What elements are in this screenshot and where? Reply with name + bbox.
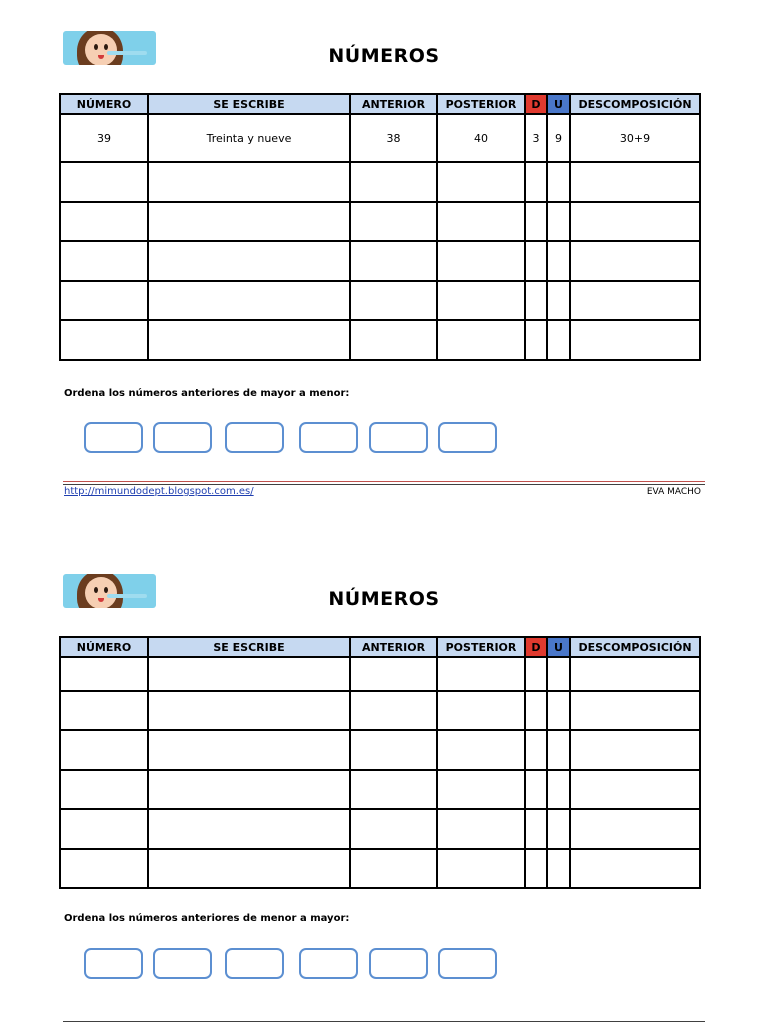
answer-box[interactable]	[225, 948, 284, 979]
page-title: NÚMEROS	[328, 588, 440, 610]
table-header-row	[60, 94, 700, 114]
footer-divider	[63, 481, 705, 482]
numbers-table	[59, 93, 701, 361]
answer-box[interactable]	[84, 948, 143, 979]
table-row[interactable]	[60, 241, 700, 281]
answer-box[interactable]	[153, 422, 212, 453]
answer-box[interactable]	[369, 422, 428, 453]
answer-box[interactable]	[84, 422, 143, 453]
instruction-text: Ordena los números anteriores de mayor a menor:	[64, 388, 350, 399]
footer-author: EVA MACHO	[646, 487, 701, 497]
table-header-row	[60, 637, 700, 657]
header-se-escribe: SE ESCRIBE	[148, 637, 350, 657]
table-row[interactable]	[60, 202, 700, 241]
answer-box[interactable]	[299, 422, 358, 453]
table-row[interactable]	[60, 809, 700, 849]
answer-box[interactable]	[153, 948, 212, 979]
cell-anterior[interactable]: 38	[350, 114, 437, 162]
cell-descomposicion[interactable]: 30+9	[570, 114, 700, 162]
answer-box[interactable]	[299, 948, 358, 979]
answer-box[interactable]	[438, 948, 497, 979]
footer-divider	[63, 1021, 705, 1022]
header-se-escribe: SE ESCRIBE	[148, 94, 350, 114]
answer-box[interactable]	[225, 422, 284, 453]
table-row[interactable]	[60, 730, 700, 770]
answer-box[interactable]	[369, 948, 428, 979]
header-numero: NÚMERO	[60, 94, 148, 114]
header-decenas: D	[525, 637, 547, 657]
table-row[interactable]	[60, 281, 700, 320]
header-anterior: ANTERIOR	[350, 637, 437, 657]
page-title: NÚMEROS	[328, 45, 440, 67]
cell-unidades[interactable]: 9	[547, 114, 570, 162]
instruction-text: Ordena los números anteriores de menor a mayor:	[64, 913, 350, 924]
header-decenas: D	[525, 94, 547, 114]
header-posterior: POSTERIOR	[437, 94, 525, 114]
header-unidades: U	[547, 94, 570, 114]
table-row[interactable]	[60, 320, 700, 360]
table-row	[60, 114, 700, 162]
header-posterior: POSTERIOR	[437, 637, 525, 657]
cell-numero[interactable]: 39	[60, 114, 148, 162]
header-unidades: U	[547, 637, 570, 657]
table-row[interactable]	[60, 849, 700, 888]
cell-decenas[interactable]: 3	[525, 114, 547, 162]
header-descomposicion: DESCOMPOSICIÓN	[570, 94, 700, 114]
header-descomposicion: DESCOMPOSICIÓN	[570, 637, 700, 657]
cell-se-escribe[interactable]: Treinta y nueve	[148, 114, 350, 162]
table-row[interactable]	[60, 691, 700, 730]
cell-posterior[interactable]: 40	[437, 114, 525, 162]
table-row[interactable]	[60, 162, 700, 202]
table-row[interactable]	[60, 770, 700, 809]
table-row[interactable]	[60, 657, 700, 691]
answer-box[interactable]	[438, 422, 497, 453]
numbers-table	[59, 636, 701, 889]
header-anterior: ANTERIOR	[350, 94, 437, 114]
header-numero: NÚMERO	[60, 637, 148, 657]
footer-link[interactable]: http://mimundodept.blogspot.com.es/	[64, 486, 254, 497]
footer-divider	[63, 484, 705, 485]
